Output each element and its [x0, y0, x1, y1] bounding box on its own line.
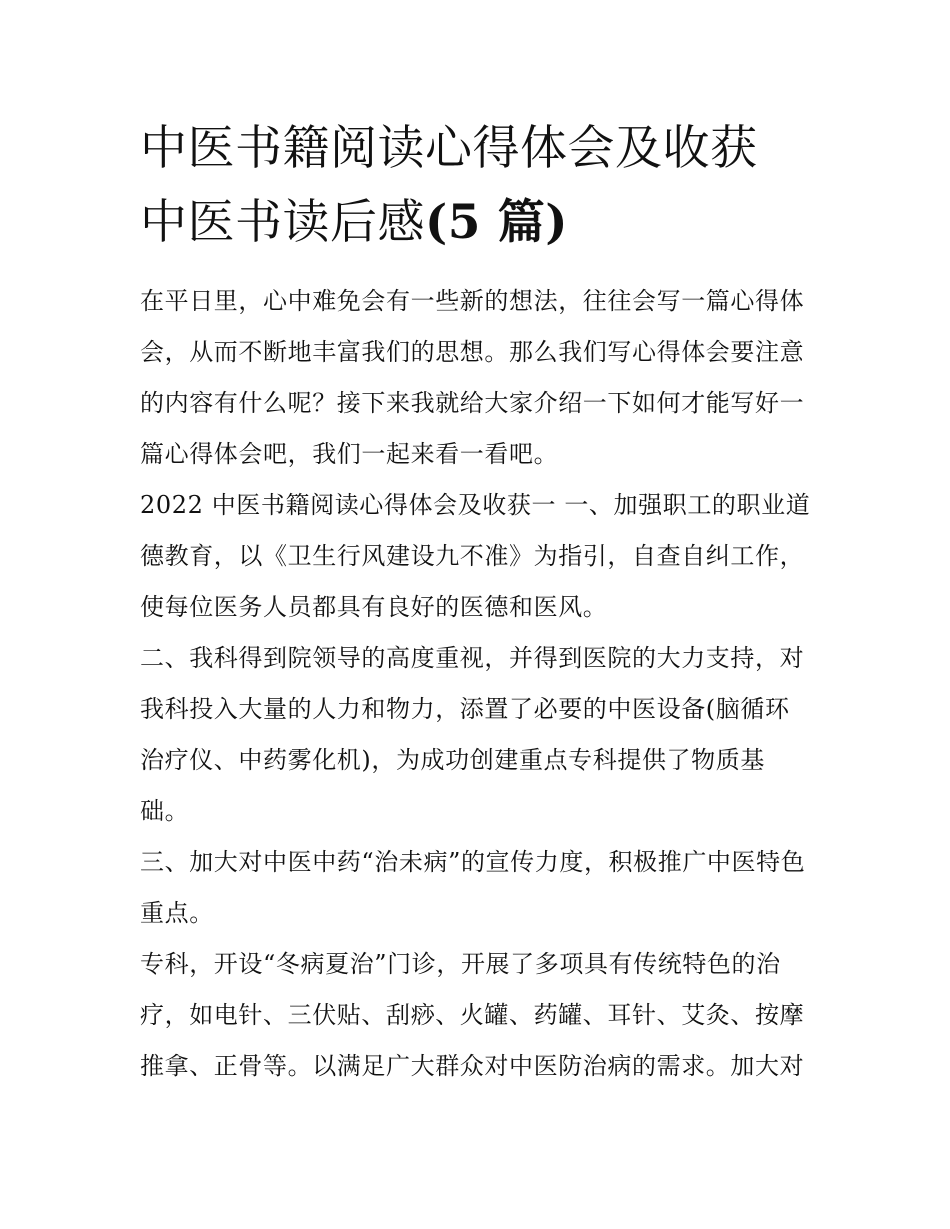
text-line: 的内容有什么呢？接下来我就给大家介绍一下如何才能写好一: [140, 389, 805, 417]
title-line-1: 中医书籍阅读心得体会及收获: [140, 121, 758, 176]
text-line: 推拿、正骨等。以满足广大群众对中医防治病的需求。加大对: [140, 1052, 805, 1080]
text-line: 在平日里，心中难免会有一些新的想法，往往会写一篇心得体: [140, 287, 805, 315]
text-line: 二、我科得到院领导的高度重视，并得到医院的大力支持，对: [140, 644, 805, 672]
text-line: 疗，如电针、三伏贴、刮痧、火罐、药罐、耳针、艾灸、按摩: [140, 1001, 805, 1029]
paragraph-section-3: [140, 837, 820, 939]
text-line: 础。: [140, 797, 190, 825]
text-line: 篇心得体会吧，我们一起来看一看吧。: [140, 440, 559, 468]
title-line-2: [140, 186, 830, 260]
paragraph-section-1: [140, 480, 820, 633]
document-title: [140, 112, 830, 260]
text-line: 三、加大对中医中药“治未病”的宣传力度，积极推广中医特色: [140, 848, 806, 876]
text-line: 德教育，以《卫生行风建设九不准》为指引，自查自纠工作，: [140, 542, 805, 570]
paragraph-section-2: [140, 633, 820, 837]
text-line: 我科投入大量的人力和物力，添置了必要的中医设备(脑循环: [140, 695, 790, 723]
text-line: 专科，开设“冬病夏治”门诊，开展了多项具有传统特色的治: [140, 950, 781, 978]
title-line-2-suffix: (5 篇): [425, 195, 569, 250]
text-line: 会，从而不断地丰富我们的思想。那么我们写心得体会要注意: [140, 338, 805, 366]
text-line: 治疗仪、中药雾化机)，为成功创建重点专科提供了物质基: [140, 746, 765, 774]
paragraph-intro: [140, 276, 820, 480]
document-body: [140, 276, 820, 1092]
text-line: 重点。: [140, 899, 214, 927]
text-line: 2022 中医书籍阅读心得体会及收获一 一、加强职工的职业道: [140, 491, 811, 519]
paragraph-section-4: [140, 939, 820, 1092]
text-line: 使每位医务人员都具有良好的医德和医风。: [140, 593, 608, 621]
title-line-2-text: 中医书读后感: [140, 195, 425, 250]
